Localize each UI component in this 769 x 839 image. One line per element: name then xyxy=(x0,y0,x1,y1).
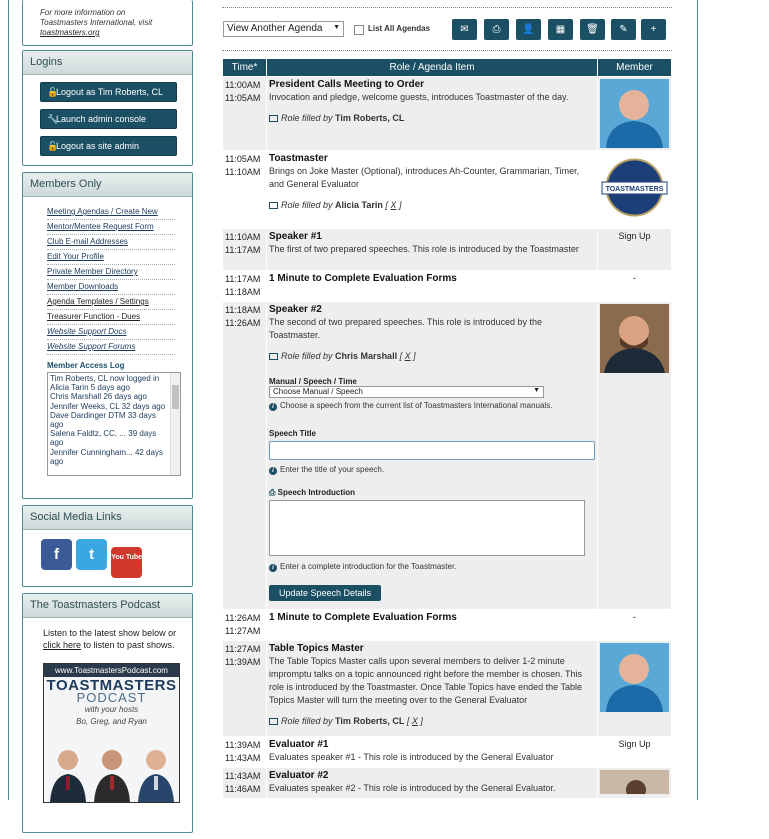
role-title: Speaker #1 xyxy=(269,231,322,242)
role-description: Invocation and pledge, welcome guests, introduces Toastmaster of the day. xyxy=(269,92,569,102)
podcast-link[interactable]: click here xyxy=(43,640,82,650)
meeting-agendas-link[interactable]: Meeting Agendas xyxy=(47,207,109,216)
email-icon: ✉ xyxy=(460,24,469,35)
start-time: 11:43AM xyxy=(225,771,261,781)
header-member: Member xyxy=(598,59,671,76)
edit-icon: ✎ xyxy=(619,24,628,35)
list-all-label[interactable]: List All Agendas xyxy=(368,24,431,33)
info-text-2: Toastmasters International, visit xyxy=(40,18,153,27)
intro-help-text: Enter a complete introduction for the Toastmaster. xyxy=(280,562,457,571)
host-photo xyxy=(136,744,176,802)
speech-title-input[interactable] xyxy=(269,441,595,460)
social-header: Social Media Links xyxy=(23,506,192,530)
svg-text:TOASTMASTERS: TOASTMASTERS xyxy=(605,186,664,193)
launch-admin-button[interactable] xyxy=(40,109,177,129)
manual-select-value: Choose Manual / Speech xyxy=(273,387,363,396)
log-entry: Jennifer Cunningham... 42 days ago xyxy=(50,447,163,466)
manual-select[interactable] xyxy=(269,386,544,398)
log-entry: Dave Dardinger DTM 33 days ago xyxy=(50,410,156,430)
email-icon[interactable] xyxy=(269,115,278,122)
intro-label-text: Speech Introduction xyxy=(277,488,355,497)
table-icon: ▦ xyxy=(555,24,566,35)
role-filled: Role filled by Chris Marshall [ X ] xyxy=(269,351,595,361)
table-header-row xyxy=(223,59,671,76)
podcast-image-hosts-names: Bo, Greg, and Ryan xyxy=(76,717,147,726)
avatar xyxy=(600,304,669,373)
end-time: 11:39AM xyxy=(225,657,261,667)
edit-profile-link[interactable]: Edit Your Profile xyxy=(47,250,175,265)
end-time: 11:43AM xyxy=(225,753,261,763)
sign-up-link[interactable]: Sign Up xyxy=(618,739,651,749)
start-time: 11:00AM xyxy=(225,80,261,90)
table-row xyxy=(223,77,671,150)
logout-admin-label: Logout as site admin xyxy=(56,141,140,151)
email-icon[interactable] xyxy=(269,202,278,209)
role-description: Evaluates speaker #1 - This role is introduced by the General Evaluator xyxy=(269,752,554,762)
edit-button[interactable] xyxy=(611,19,636,40)
start-time: 11:10AM xyxy=(225,232,261,242)
email-icon[interactable] xyxy=(269,718,278,725)
filled-member: Tim Roberts, CL xyxy=(335,716,405,726)
role-filled xyxy=(269,113,595,123)
podcast-image-subtitle: PODCAST xyxy=(76,690,147,705)
role-description: The first of two prepared speeches. This role is introduced by the Toastmaster xyxy=(269,244,579,254)
table-row xyxy=(223,610,671,640)
avatar xyxy=(600,770,669,794)
facebook-icon[interactable]: f xyxy=(41,539,72,570)
logout-admin-button[interactable] xyxy=(40,136,177,156)
filled-prefix: Role filled by xyxy=(281,200,333,210)
remove-link[interactable]: X xyxy=(404,351,411,361)
support-docs-link[interactable]: Website Support Docs xyxy=(47,325,175,340)
print-icon[interactable]: ⎙ xyxy=(269,488,276,497)
title-help xyxy=(269,465,595,475)
member-empty: - xyxy=(633,273,636,283)
print-icon: ⎙ xyxy=(492,24,501,35)
members-header: Members Only xyxy=(23,173,192,197)
log-entry: Alicia Tarin 5 days ago xyxy=(50,383,130,393)
print-button[interactable] xyxy=(484,19,509,40)
info-text-1: For more information on xyxy=(40,8,126,17)
create-new-link[interactable]: Create New xyxy=(115,207,158,216)
sidebar xyxy=(22,0,193,839)
table-row xyxy=(223,151,671,228)
role-title: Table Topics Master xyxy=(269,643,364,654)
manual-help-text: Choose a speech from the current list of Toastmasters International manuals. xyxy=(280,401,553,410)
add-button[interactable] xyxy=(641,19,666,40)
chevron-down-icon: ▼ xyxy=(333,24,340,31)
log-scrollbar[interactable] xyxy=(170,373,180,475)
avatar xyxy=(600,643,669,712)
filled-member: Tim Roberts, CL xyxy=(335,113,405,123)
youtube-icon[interactable]: You Tube xyxy=(111,547,142,578)
remove-link[interactable]: X xyxy=(411,716,418,726)
start-time: 11:27AM xyxy=(225,644,261,654)
member-link-agendas xyxy=(47,205,175,220)
role-title: 1 Minute to Complete Evaluation Forms xyxy=(269,612,457,623)
avatar xyxy=(600,79,669,148)
sign-up-link[interactable]: Sign Up xyxy=(618,231,651,241)
member-empty: - xyxy=(633,612,636,622)
table-row xyxy=(223,229,671,270)
start-time: 11:17AM xyxy=(225,274,261,284)
twitter-icon[interactable]: t xyxy=(76,539,107,570)
end-time: 11:05AM xyxy=(225,93,261,103)
end-time: 11:18AM xyxy=(225,287,261,297)
table-row xyxy=(223,302,671,609)
support-forums-link[interactable]: Website Support Forums xyxy=(47,340,175,355)
role-title: Evaluator #2 xyxy=(269,770,329,781)
info-panel xyxy=(22,0,193,46)
agenda-templates-link[interactable]: Agenda Templates / Settings xyxy=(47,295,175,310)
host-photo xyxy=(92,744,132,802)
filled-member: Alicia Tarin xyxy=(335,200,383,210)
treasurer-function-link[interactable]: Treasurer Function - Dues xyxy=(47,310,175,325)
end-time: 11:26AM xyxy=(225,318,261,328)
podcast-text xyxy=(23,618,192,803)
log-entry: Tim Roberts, CL now logged in xyxy=(50,374,160,383)
role-title: Evaluator #1 xyxy=(269,739,329,750)
table-row xyxy=(223,271,671,301)
info-icon: i xyxy=(269,467,277,475)
manual-label: Manual / Speech / Time xyxy=(269,377,357,386)
table-row xyxy=(223,768,671,798)
info-icon: i xyxy=(269,564,277,572)
logout-user-label: Logout as Tim Roberts, CL xyxy=(56,87,164,97)
link-separator: / xyxy=(108,207,116,216)
role-title: Speaker #2 xyxy=(269,304,322,315)
podcast-image-url: www.ToastmastersPodcast.com xyxy=(44,664,179,677)
logins-panel xyxy=(22,50,193,166)
email-icon[interactable] xyxy=(269,353,278,360)
right-frame-border xyxy=(697,0,698,800)
podcast-header: The Toastmasters Podcast xyxy=(23,594,192,618)
logins-header: Logins xyxy=(23,51,192,75)
speech-intro-textarea[interactable] xyxy=(269,500,585,556)
table-row xyxy=(223,737,671,767)
agenda-table xyxy=(222,58,672,799)
left-frame-border xyxy=(8,0,9,800)
social-panel xyxy=(22,505,193,587)
mentor-request-link[interactable]: Mentor/Mentee Request Form xyxy=(47,220,175,235)
log-entry: Salena Faldtz, CC, ... 39 days ago xyxy=(50,429,157,448)
remove-link[interactable]: X xyxy=(390,200,397,210)
toastmasters-logo xyxy=(600,153,669,222)
member-directory-link[interactable]: Private Member Directory xyxy=(47,265,175,280)
speech-title-label: Speech Title xyxy=(269,429,316,438)
podcast-image-hosts: with your hosts xyxy=(84,705,139,714)
start-time: 11:26AM xyxy=(225,613,261,623)
table-row xyxy=(223,641,671,736)
unlock-icon: 🔓 xyxy=(47,141,59,151)
table-button[interactable] xyxy=(548,19,573,40)
intro-help xyxy=(269,562,595,572)
access-log-box[interactable] xyxy=(47,372,181,476)
end-time: 11:17AM xyxy=(225,245,261,255)
role-description: Evaluates speaker #2 - This role is introduced by the General Evaluator. xyxy=(269,783,556,793)
host-photo xyxy=(48,744,88,802)
list-all-checkbox[interactable] xyxy=(354,25,364,35)
manual-help xyxy=(269,401,595,411)
title-help-text: Enter the title of your speech. xyxy=(280,465,385,474)
delete-button[interactable] xyxy=(580,19,605,40)
header-role: Role / Agenda Item xyxy=(267,59,597,76)
user-icon: 👤 xyxy=(522,24,535,35)
role-filled: Role filled by Alicia Tarin [ X ] xyxy=(269,200,595,210)
podcast-panel xyxy=(22,593,193,833)
logout-user-button[interactable] xyxy=(40,82,177,102)
divider xyxy=(222,7,672,8)
role-title: 1 Minute to Complete Evaluation Forms xyxy=(269,273,457,284)
role-title: Toastmaster xyxy=(269,153,328,164)
launch-admin-label: Launch admin console xyxy=(56,114,147,124)
email-button[interactable] xyxy=(452,19,477,40)
intro-label xyxy=(269,488,595,498)
club-email-link[interactable]: Club E-mail Addresses xyxy=(47,235,175,250)
filled-prefix: Role filled by xyxy=(281,351,333,361)
end-time: 11:27AM xyxy=(225,626,261,636)
role-title: President Calls Meeting to Order xyxy=(269,79,425,90)
plus-icon: + xyxy=(650,24,657,35)
end-time: 11:46AM xyxy=(225,784,261,794)
end-time: 11:10AM xyxy=(225,167,261,177)
unlock-icon: 🔓 xyxy=(47,87,59,97)
filled-prefix: Role filled by xyxy=(281,716,333,726)
filled-prefix: Role filled by xyxy=(281,113,333,123)
start-time: 11:05AM xyxy=(225,154,261,164)
start-time: 11:39AM xyxy=(225,740,261,750)
podcast-text-2: to listen to past shows. xyxy=(81,640,175,650)
role-description: The second of two prepared speeches. This role is introduced by the Toastmaster. xyxy=(269,317,542,340)
header-time: Time* xyxy=(223,59,266,76)
podcast-text-1: Listen to the latest show below or xyxy=(43,628,177,638)
agenda-select-value: View Another Agenda xyxy=(227,23,323,34)
podcast-image[interactable] xyxy=(43,663,180,803)
info-icon: i xyxy=(269,403,277,411)
user-button[interactable] xyxy=(516,19,541,40)
podcast-image-title: TOASTMASTERS xyxy=(46,677,177,694)
update-speech-button[interactable]: Update Speech Details xyxy=(269,585,381,601)
toastmasters-link[interactable]: toastmasters.org xyxy=(40,28,100,37)
access-log-title: Member Access Log xyxy=(47,361,125,370)
agenda-toolbar xyxy=(222,18,672,42)
start-time: 11:18AM xyxy=(225,305,261,315)
log-entry: Chris Marshall 26 days ago xyxy=(50,392,147,402)
agenda-select[interactable] xyxy=(223,21,344,37)
role-description: Brings on Joke Master (Optional), introduces Ah-Counter, Grammarian, Timer, and General Evaluator xyxy=(269,166,580,189)
chevron-down-icon: ▼ xyxy=(533,387,540,394)
members-panel xyxy=(22,172,193,499)
divider xyxy=(222,50,672,51)
log-entry: Jennifer Weeks, CL 32 days ago xyxy=(50,401,166,411)
role-description: The Table Topics Master calls upon several members to deliver 1-2 minute impromptu talks on a topic announced right before the member is chosen. This role is introduced by the Toastmaster. Once Table Topics have ended the Table Topics Master will turn the meeting over to the General Evaluator xyxy=(269,656,583,705)
member-downloads-link[interactable]: Member Downloads xyxy=(47,280,175,295)
wrench-icon: 🔧 xyxy=(47,114,59,124)
role-filled: Role filled by Tim Roberts, CL [ X ] xyxy=(269,716,595,726)
filled-member: Chris Marshall xyxy=(335,351,398,361)
trash-icon: 🗑 xyxy=(586,24,599,35)
log-scroll-thumb[interactable] xyxy=(172,385,179,409)
